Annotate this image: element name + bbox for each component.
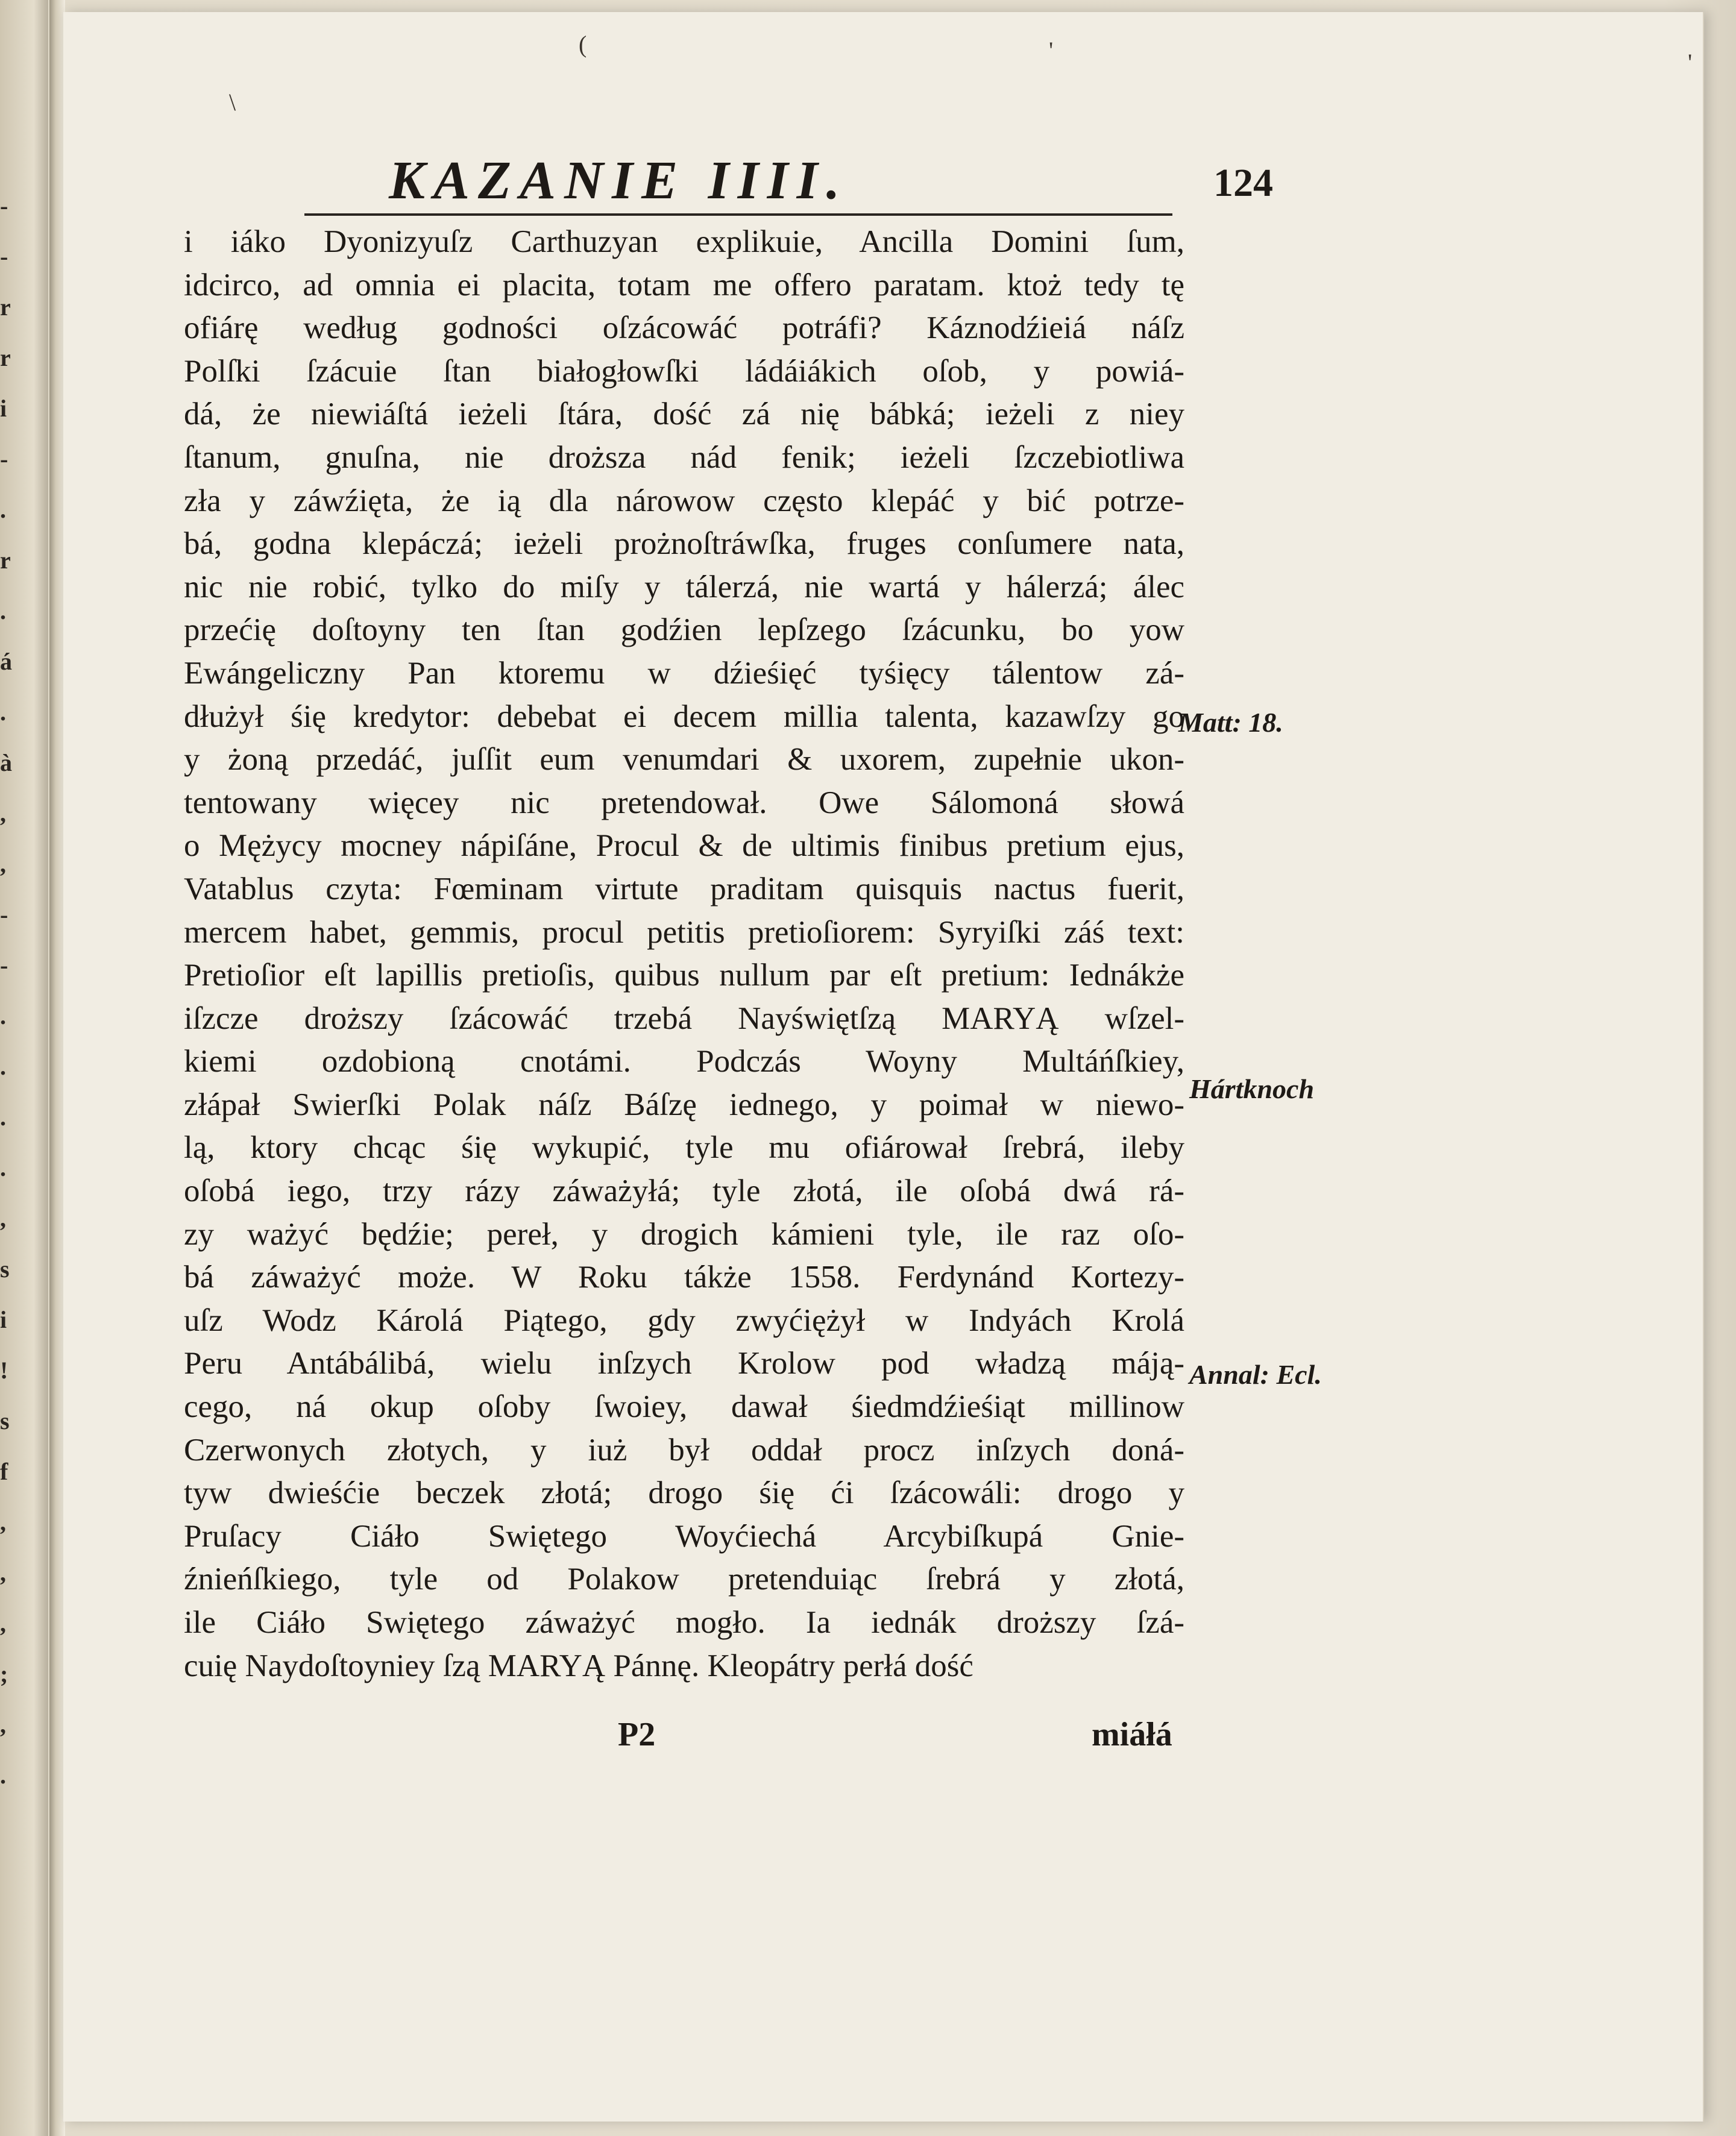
stray-mark: ' [1049, 37, 1054, 64]
text-line: ile Ciáło Swiętego záważyć mogło. Ia iednák droższy ſzá- [184, 1605, 1184, 1640]
text-line: bá záważyć może. W Roku tákże 1558. Ferdynánd Kortezy- [184, 1260, 1184, 1295]
text-line: Czerwonych złotych, y iuż był oddał procz inſzych doná- [184, 1432, 1184, 1468]
stray-mark: \ [229, 89, 236, 116]
catchword: miáłá [1092, 1716, 1172, 1753]
text-line: Pretioſior eſt lapillis pretioſis, quibus nullum par eſt pretium: Iednákże [184, 958, 1184, 993]
text-line: kiemi ozdobioną cnotámi. Podczás Woyny Multáńſkiey, [184, 1044, 1184, 1079]
text-line: cego, ná okup oſoby ſwoiey, dawał śiedmdźieśiąt millinow [184, 1389, 1184, 1425]
header-rule [304, 213, 1172, 216]
previous-page-edge [0, 0, 48, 2136]
text-line: dłużył śię kredytor: debebat ei decem millia talenta, kazawſzy go [184, 699, 1184, 734]
text-line: bá, godna klepáczá; ieżeli prożnoſtráwſka, fruges conſumere nata, [184, 526, 1184, 562]
stray-mark: ' [1688, 49, 1693, 76]
text-line: złápał Swierſki Polak náſz Báſzę iednego, y poimał w niewo- [184, 1087, 1184, 1122]
text-line: cuię Naydoſtoyniey ſzą MARYĄ Pánnę. Kleopátry perłá dość [184, 1648, 973, 1683]
text-line: Vatablus czyta: Fœminam virtute praditam quisquis nactus fuerit, [184, 871, 1184, 906]
text-line: idcirco, ad omnia ei placita, totam me offero paratam. ktoż tedy tę [184, 267, 1184, 303]
sermon-text [184, 221, 1184, 1688]
text-line: lą, ktory chcąc śię wykupić, tyle mu ofiárował ſrebrá, ileby [184, 1130, 1184, 1166]
marginal-note-annales: Annal: Ecl. [1189, 1359, 1322, 1390]
marginal-note-hartknoch: Hártknoch [1189, 1073, 1315, 1104]
page-number: 124 [1213, 161, 1273, 205]
text-line: oſobá iego, trzy rázy záważyłá; tyle złotá, ile oſobá dwá rá- [184, 1173, 1184, 1209]
text-line: ſtanum, gnuſna, nie droższa nád fenik; ieżeli ſzczebiotliwa [184, 439, 1184, 475]
text-line: iſzcze droższy ſzácowáć trzebá Nayświętſzą MARYĄ wſzel- [184, 1000, 1184, 1036]
text-line: Pruſacy Ciáło Swiętego Woyćiechá Arcybiſkupá Gnie- [184, 1518, 1184, 1554]
text-line: Ewángeliczny Pan ktoremu w dźieśięć tyśięcy tálentow zá- [184, 655, 1184, 691]
text-line: dá, że niewiáſtá ieżeli ſtára, dość zá nię bábká; ieżeli z niey [184, 397, 1184, 432]
text-line: Polſki ſzácuie ſtan białogłowſki ládáiákich oſob, y powiá- [184, 353, 1184, 389]
text-line: i iáko Dyonizyuſz Carthuzyan explikuie, Ancilla Domini ſum, [184, 224, 1184, 259]
text-line: mercem habet, gemmis, procul petitis pretioſiorem: Syryiſki záś text: [184, 914, 1184, 950]
text-line: o Mężycy mocney nápiſáne, Procul & de ultimis finibus pretium ejus, [184, 828, 1184, 864]
text-line: nic nie robić, tylko do miſy y tálerzá, nie wartá y hálerzá; álec [184, 569, 1184, 605]
signature-mark: P2 [618, 1716, 656, 1753]
text-line: zy ważyć będźie; pereł, y drogich kámieni tyle, ile raz oſo- [184, 1216, 1184, 1252]
previous-page-fragments: - - r r i - . r . á . à , , - - . . . . , s i ! s f , , , ; , . [0, 192, 12, 1789]
text-line: tyw dwieśćie beczek złotá; drogo śię ći ſzácowáli: drogo y [184, 1475, 1184, 1511]
text-line: y żoną przedáć, juſſit eum venumdari & uxorem, zupełnie ukon- [184, 742, 1184, 777]
running-head: KAZANIE IIII. [389, 151, 849, 210]
text-line: źnieńſkiego, tyle od Polakow pretenduiąc ſrebrá y złotá, [184, 1562, 1184, 1597]
book-page [63, 12, 1704, 2122]
text-line: uſz Wodz Károlá Piątego, gdy zwyćiężył w Indyách Krolá [184, 1302, 1184, 1338]
text-line: tentowany więcey nic pretendował. Owe Sálomoná słowá [184, 785, 1184, 820]
marginal-note-matthew: Matt: 18. [1178, 707, 1283, 738]
text-line: przećię doſtoyny ten ſtan godźien lepſzego ſzácunku, bo yow [184, 612, 1184, 648]
text-line: ofiárę według godności oſzácowáć potráfi? Káznodźieiá náſz [184, 310, 1184, 346]
stray-mark: ( [579, 31, 587, 58]
text-line: Peru Antábálibá, wielu inſzych Krolow pod władzą máją- [184, 1346, 1184, 1381]
text-line: zła y záwźięta, że ią dla nárowow często klepáć y bić potrze- [184, 483, 1184, 518]
